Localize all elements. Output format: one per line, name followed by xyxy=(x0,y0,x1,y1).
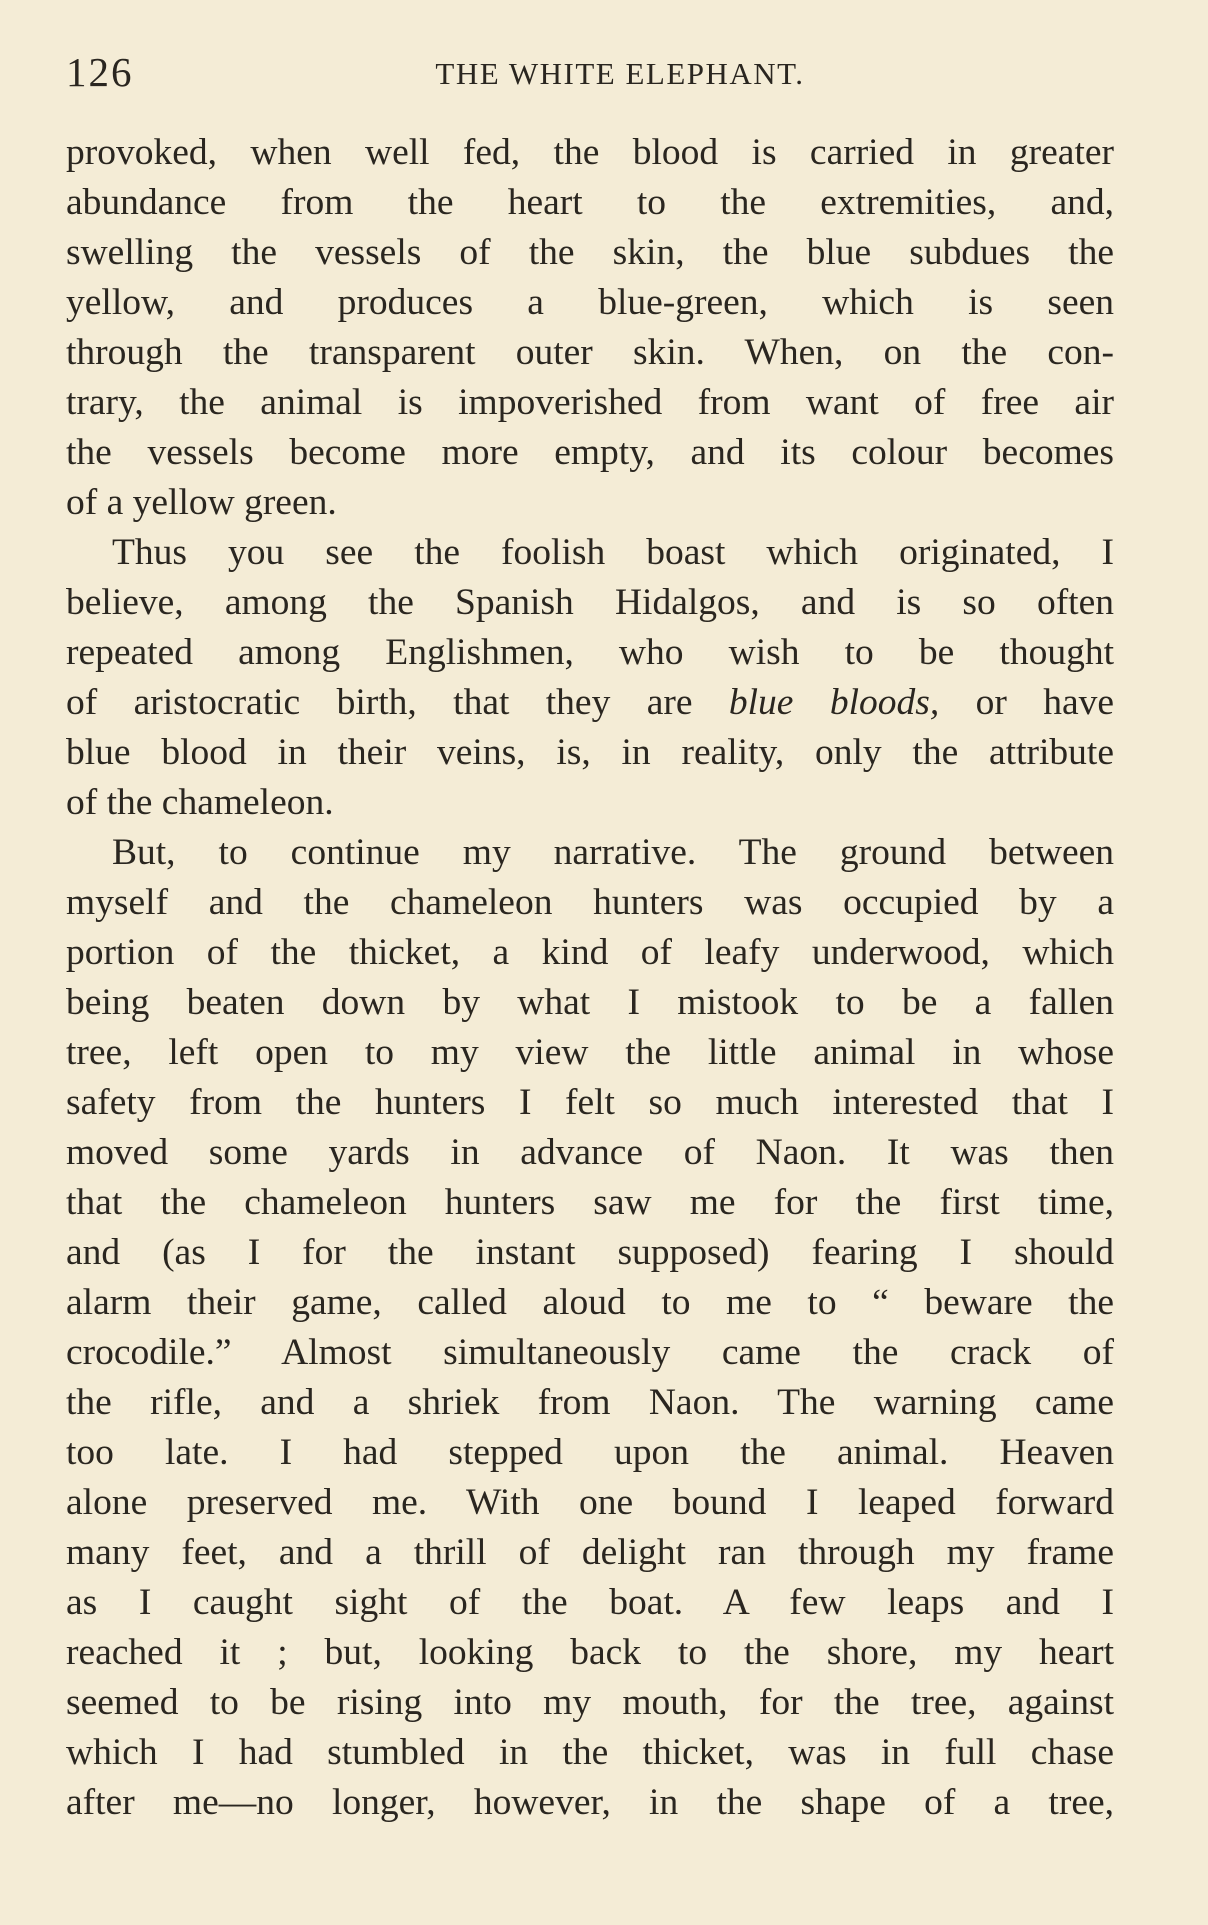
text-line: of the chameleon. xyxy=(66,782,334,823)
text-line: as I caught sight of the boat. A few leaps and I xyxy=(66,1582,1114,1623)
text-line: alarm their game, called aloud to me to “ beware the xyxy=(66,1282,1114,1323)
page-number: 126 xyxy=(66,49,134,95)
running-title: THE WHITE ELEPHANT. xyxy=(435,56,805,91)
text-line: repeated among Englishmen, who wish to be thought xyxy=(66,632,1114,673)
text-line: swelling the vessels of the skin, the blue subdues the xyxy=(66,232,1114,273)
text-line: too late. I had stepped upon the animal. Heaven xyxy=(66,1432,1114,1473)
text-line: tree, left open to my view the little animal in whose xyxy=(66,1032,1114,1073)
text-line: the vessels become more empty, and its colour becomes xyxy=(66,432,1114,473)
text-line: portion of the thicket, a kind of leafy underwood, which xyxy=(66,932,1114,973)
page-header xyxy=(66,48,1114,98)
text-line: of a yellow green. xyxy=(66,482,337,523)
text-line: seemed to be rising into my mouth, for the tree, against xyxy=(66,1682,1114,1723)
text-line: which I had stumbled in the thicket, was in full chase xyxy=(66,1732,1114,1773)
text-line: believe, among the Spanish Hidalgos, and is so often xyxy=(66,582,1114,623)
line-segment: or have xyxy=(939,682,1114,723)
text-line: blue blood in their veins, is, in reality, only the attribute xyxy=(66,732,1114,773)
text-line: many feet, and a thrill of delight ran through my frame xyxy=(66,1532,1114,1573)
text-line: trary, the animal is impoverished from want of free air xyxy=(66,382,1114,423)
body-text xyxy=(66,128,1114,1828)
text-line: that the chameleon hunters saw me for the first time, xyxy=(66,1182,1114,1223)
text-line: reached it ; but, looking back to the shore, my heart xyxy=(66,1632,1114,1673)
text-line: safety from the hunters I felt so much interested that I xyxy=(66,1082,1114,1123)
paragraph-start-line: But, to continue my narrative. The ground between xyxy=(112,832,1114,873)
text-line: provoked, when well fed, the blood is carried in greater xyxy=(66,132,1114,173)
text-line: abundance from the heart to the extremities, and, xyxy=(66,182,1114,223)
text-line: alone preserved me. With one bound I leaped forward xyxy=(66,1482,1114,1523)
text-line: yellow, and produces a blue-green, which is seen xyxy=(66,282,1114,323)
text-line: through the transparent outer skin. When, on the con- xyxy=(66,332,1114,373)
paragraph-start-line: Thus you see the foolish boast which originated, I xyxy=(112,532,1114,573)
text-line: after me—no longer, however, in the shape of a tree, xyxy=(66,1782,1114,1823)
text-line: the rifle, and a shriek from Naon. The warning came xyxy=(66,1382,1114,1423)
text-line: crocodile.” Almost simultaneously came the crack of xyxy=(66,1332,1114,1373)
line-segment: of aristocratic birth, that they are xyxy=(66,682,729,723)
text-line: being beaten down by what I mistook to be a fallen xyxy=(66,982,1114,1023)
text-line-with-italic xyxy=(66,678,1114,728)
text-line: and (as I for the instant supposed) fearing I should xyxy=(66,1232,1114,1273)
text-line: moved some yards in advance of Naon. It was then xyxy=(66,1132,1114,1173)
text-line: myself and the chameleon hunters was occupied by a xyxy=(66,882,1114,923)
italic-phrase: blue bloods, xyxy=(728,682,940,723)
